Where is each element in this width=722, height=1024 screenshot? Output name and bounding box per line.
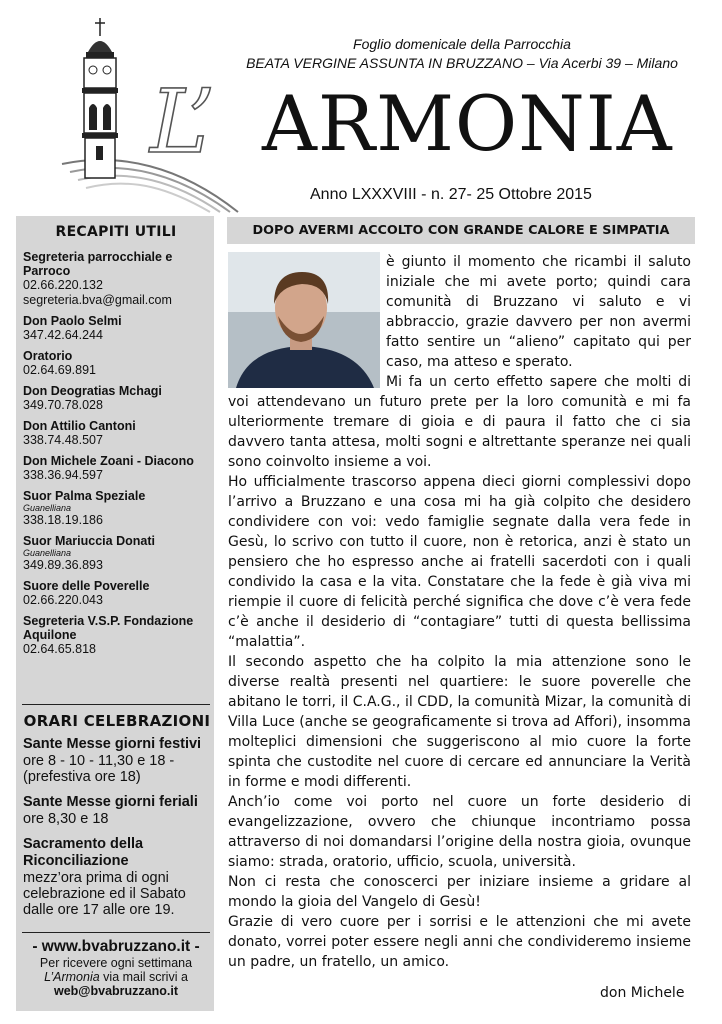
issue-info: Anno LXXXVIII - n. 27- 25 Ottobre 2015 [310,186,592,203]
priest-photo [228,252,380,388]
contact-name: Don Paolo Selmi [23,314,122,328]
contact-item [23,454,209,483]
article-body [228,252,691,972]
contact-name: Suor Palma Speziale [23,489,146,503]
contact-name: Suor Mariuccia Donati [23,534,155,548]
contact-name: Don Michele Zoani - Diacono [23,454,194,468]
contacts-section [23,224,209,663]
contact-item [23,314,209,343]
contact-phone: 349.89.36.893 [23,558,103,572]
contact-phone: 338.36.94.597 [23,468,103,482]
contact-phone: 347.42.64.244 [23,328,103,342]
subtitle-line-2: BEATA VERGINE ASSUNTA IN BRUZZANO – Via Acerbi 39 – Milano [246,55,678,71]
contact-phone: 349.70.78.028 [23,398,103,412]
contact-name: Segreteria V.S.P. Fondazione Aquilone [23,614,194,642]
schedule-times: mezz’ora prima di ogni celebrazione ed il Sabato dalle ore 17 alle ore 19. [23,870,186,918]
subtitle-line-1: Foglio domenicale della Parrocchia [353,36,571,52]
divider [22,704,210,705]
schedule-item [23,836,211,918]
article-title: DOPO AVERMI ACCOLTO CON GRANDE CALORE E SIMPATIA [227,217,695,244]
masthead [0,0,722,222]
contact-item [23,579,209,608]
schedule-section [23,712,211,927]
newsletter-name: L’Armonia [44,970,100,984]
website-link[interactable]: - www.bvabruzzano.it - [32,938,200,955]
contact-item [23,250,209,308]
schedule-title: Sacramento della Riconciliazione [23,836,144,869]
contact-name: Suore delle Poverelle [23,579,150,593]
schedule-title: Sante Messe giorni festivi [23,736,202,752]
contact-order: Guanelliana [23,503,72,513]
divider [22,932,210,933]
contact-item [23,384,209,413]
sidebar [16,216,214,1011]
contact-name: Oratorio [23,349,73,363]
contact-order: Guanelliana [23,548,72,558]
website-box [20,938,212,998]
subscribe-email[interactable]: web@bvabruzzano.it [53,984,178,998]
article-paragraph: Il secondo aspetto che ha colpito la mia attenzione sono le diverse realtà presenti nel quartiere: le suore poverelle che abitano le torri, il C.A.G., il CDD, la comunità Mizar, la comunità di Villa Luce (anche se geograficamente si trova ad Affori), insomma molteplici dimensioni che suggeriscono al mio cuore la forte spinta che custodite nel cuore di cercare ed annunciare la Verità in forme e modi differenti. [228,654,691,790]
contact-name: Don Attilio Cantoni [23,419,136,433]
article-paragraph: Grazie di vero cuore per i sorrisi e le attenzioni che mi avete donato, vorrei poter essere negli anni che condivideremo insieme un padre, un fratello, un amico. [228,914,691,970]
contact-phone: 02.64.69.891 [23,363,96,377]
contact-phone: 338.74.48.507 [23,433,103,447]
schedule-times: ore 8 - 10 - 11,30 e 18 - (prefestiva ore 18) [23,753,175,785]
contact-email[interactable]: segreteria.bva@gmail.com [23,293,172,307]
subscribe-text: Per ricevere ogni settimana [39,956,193,970]
contacts-heading: RECAPITI UTILI [55,224,177,240]
schedule-heading: ORARI CELEBRAZIONI [23,712,211,730]
newsletter-title: ARMONIA [262,79,673,168]
contact-phone: 02.66.220.043 [23,593,103,607]
contact-item [23,489,209,528]
signature: don Michele [600,985,685,1001]
contact-item [23,419,209,448]
contact-item [23,614,209,657]
schedule-item [23,794,211,827]
contact-item [23,349,209,378]
article-paragraph: è giunto il momento che ricambi il saluto iniziale che mi avete porto; quindi cara comunità di Bruzzano vi saluto e vi abbraccio, grazie davvero per non avermi fatto sentire un “alieno” capitato qui per caso, ma atteso e sperato. [386,254,691,370]
article-paragraph: Ho ufficialmente trascorso appena dieci giorni complessivi dopo l’arrivo a Bruzzano e una cosa mi ha già colpito che desidero condividere con voi: vedo famiglie segnate dalla vera fede in Gesù, lo scrivo con tutto il cuore, non è retorica, anzi è stato un pensiero che ho espresso anche ai fratelli sacerdoti con i quali condivido la casa e la vita. Constatare che la fede è già viva mi riempie il cuore di felicità perché significa che dove c’è vera fede c’è anche il desiderio di “contagiare” tutti di questa bellissima “malattia”. [228,474,691,650]
title-prefix: L’ [150,70,216,173]
contact-phone: 02.64.65.818 [23,642,96,656]
contact-name: Don Deogratias Mchagi [23,384,162,398]
schedule-times: ore 8,30 e 18 [23,811,109,827]
article-paragraph: Anch’io come voi porto nel cuore un forte desiderio di evangelizzazione, ovvero che chiunque incontriamo possa attraverso di noi domandarsi l’origine della nostra gioia, ovunque siamo: strada, oratorio, ufficio, scuola, università. [228,794,691,870]
subscribe-text-rest: via mail scrivi a [99,970,188,984]
article-paragraph: Mi fa un certo effetto sapere che molti di voi attendevano un futuro prete per la loro comunità e mi fa ulteriormente tremare di gioia e di paura il fatto che ci sia davvero tanta attesa, molti sogni e altrettante speranze nei quali sono coinvolto insieme a voi. [228,374,691,470]
contact-phone: 02.66.220.132 [23,278,103,292]
contact-name: Segreteria parrocchiale e Parroco [23,250,173,278]
schedule-item [23,736,211,785]
article-paragraph: Non ci resta che conoscerci per iniziare insieme a gridare al mondo la gioia del Vangelo di Gesù! [228,874,691,910]
schedule-title: Sante Messe giorni feriali [23,794,198,810]
contact-item [23,534,209,573]
subscribe-text-2 [20,970,212,984]
contact-phone: 338.18.19.186 [23,513,103,527]
